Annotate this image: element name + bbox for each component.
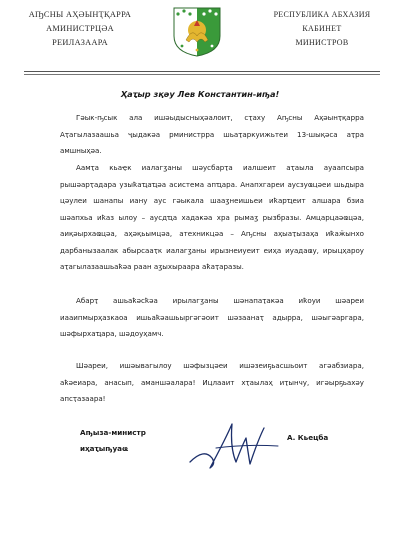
signer-title-line: Аҧыза-министр bbox=[80, 428, 146, 437]
letter-paragraph: Абарҭ ашьаҟәсҟәа ирылагӡаны шәнапаҭаҝәа иҟоуи шәареи иааипмырҳазкаоа ишьаҟәашьыргәгәоит шәзаанаҭ адырра, шәыгәаргара, шәфырхаҵара, шәдоуҳамч. bbox=[60, 296, 364, 338]
letter-paragraph: Аамҭа кьаҿк иалагӡаны шәусбарҭа иалшеит аҭаыла ауаапсыра рышәарҭадара узыҟаҵаҵәа асистема апҵара. Анапхгареи аусзуҩцәеи шьдыра цәулеи шанапы иану аус гәыкала шааӡнеишьеи иҟарҵеит алшара бзиа шәапхьа иҟаз ылоу – аусдҵа хадаҝәа хра рымаӡ рызбразы. Амцарцаәҩцәа, аиқәырхаҩцәа, аҳәқьымцәа, атехникцәа – Аҧсны аҳыаҭызаҳа иҟаӝынхо дарбанызаалак абырсааҭк иалагӡаны ирызнеиуеит еиҳа иуадаҩу, ирыцҳароу аҭагылазаашьаҟәа раан аӡыхыраара аҟаҭаразы. bbox=[60, 163, 364, 271]
header-left-line: АМИНИСТРЦӘА bbox=[46, 24, 114, 33]
header-right-block bbox=[248, 8, 396, 50]
letter-greeting: Ҳаҭыр зқәу Лев Константин-иҧа! bbox=[120, 89, 280, 99]
header-left-block bbox=[6, 8, 154, 50]
header-divider bbox=[24, 71, 380, 72]
header-left-line: РЕИЛАЗААРА bbox=[52, 38, 108, 47]
header-right-line: КАБИНЕТ bbox=[302, 24, 342, 33]
handwritten-signature-icon bbox=[186, 418, 286, 474]
header-left-line: АҦСНЫ АҲӘЫНҬҚАРРА bbox=[28, 10, 132, 19]
signer-title-line: иҳаҭыҧуаҩ bbox=[80, 444, 129, 453]
letter-paragraph: Гәык-ҧсык ала ишәыдысныҳәалоит, сҭаху Аҧсны Аҳәынҭқарра Аҭагылазаашьа ҷыдаҝәа рминистрра шьаҭаркуижьтеи 13-шықәса аҭра амшныҳәа. bbox=[60, 113, 364, 155]
letter-paragraph: Шәареи, ишәывагылоу шәфызцәеи ишәзеиҕьасшьоит агәабзиара, аҟәеиара, анасып, аманшәалара! Ицлааит хҭаылаҳ иҭынчу, игәырҕьахәу апсҭазаара! bbox=[60, 361, 364, 403]
header-divider bbox=[24, 74, 380, 75]
header-right-line: МИНИСТРОВ bbox=[295, 38, 349, 47]
abkhazia-coat-of-arms-icon bbox=[172, 6, 222, 58]
signer-title bbox=[80, 425, 146, 457]
header-right-line: РЕСПУБЛИКА АБХАЗИЯ bbox=[273, 10, 371, 19]
signer-name: А. Кьецба bbox=[287, 433, 329, 442]
